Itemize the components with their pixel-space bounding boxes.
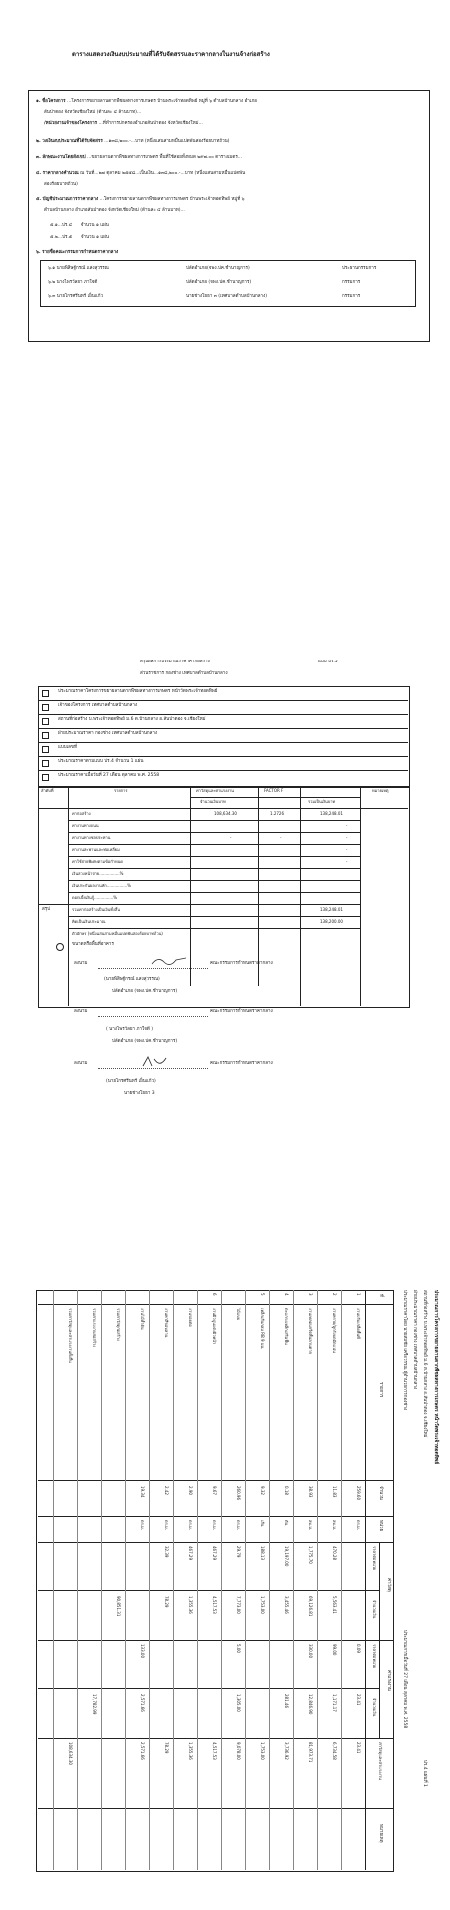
bq-cell-item: งานเทคอนกรีตพื้นลานตาก (308, 1308, 313, 1354)
bq-cell-lt: 1,305.00 (236, 1694, 241, 1712)
bq-cell-sum: 78.29 (164, 1742, 169, 1754)
bq-cell-mt: 7,773.00 (236, 1596, 241, 1614)
bq-header-note: หมายเหตุ (378, 1824, 383, 1843)
bq-header-item: รายการ (378, 1382, 383, 1398)
bq-cell-lu: 5.00 (236, 1644, 241, 1653)
bq-cell-unit: ตร.ม. (212, 1520, 217, 1530)
bq-cell-item: รวมค่าวัสดุก่อสร้าง (116, 1308, 121, 1341)
col-header-amount: จำนวนเงินบาท (200, 799, 226, 804)
estimate-list-line2: ตำบลบ้านกลาง อำเภอสันป่าตอง จังหวัดเชียงใหม่ (ด้านละ ๔ ล้านบาท)... (44, 208, 185, 213)
summary-label: สรุป (42, 907, 51, 912)
summary-total-value: 138,248.01 (320, 907, 343, 912)
checkbox-7[interactable] (42, 774, 49, 781)
bq-header-labor: ค่าแรงงาน (386, 1670, 391, 1691)
bq-row-divider (317, 1290, 318, 1870)
bq-cell-no: 3 (308, 1293, 313, 1296)
col-header-no: ลำดับที่ (41, 788, 54, 793)
bq-cell-sum: 81,973.71 (308, 1742, 313, 1763)
sign-label-2: ลงนาม (74, 1009, 88, 1014)
bq-header-no: ที่ (378, 1294, 383, 1297)
estimate-meta-1: สถานที่ก่อสร้าง บ.พระเจ้าทอดทิพย์ ม.6 ต.บ้านกลาง อ.สันป่าตอง จ.เชียงใหม่ (422, 1290, 427, 1438)
estimate-meta-2: ฝ่ายประมาณราคา กองช่าง เทศบาลตำบลบ้านกลาง (412, 1290, 417, 1390)
committee-position-2: ปลัดอำเภอ (จพง.ปค.ชำนาญการ) (186, 280, 252, 285)
bq-header-labor-unit: ราคาต่อหน่วย (372, 1644, 377, 1669)
summary-form-title: สรุปผลการประมาณราคาค่าก่อสร้าง (140, 660, 210, 664)
form-pr4: ปร.4 แผ่นที่ 1 (422, 1760, 427, 1787)
bq-cell-mt: 5,563.41 (332, 1596, 337, 1614)
bq-cell-item: รวมค่าแรงงานก่อสร้าง (92, 1308, 97, 1348)
bq-cell-unit: ลบ.ม. (332, 1520, 337, 1531)
page-3-rotated-frame (20, 1290, 440, 1890)
bq-cell-mt: 1,355.36 (188, 1596, 193, 1614)
bq-cell-mu: 29.79 (236, 1546, 241, 1558)
bq-cell-lt: 17,782.99 (92, 1694, 97, 1715)
radio-building-area[interactable] (56, 943, 64, 951)
info-line-4: ฝ่ายประมาณราคา กองช่าง เทศบาลตำบลบ้านกลาง (58, 731, 158, 736)
bq-cell-lu: 133.00 (140, 1644, 145, 1658)
bq-cell-item: งานรอยต่อ (188, 1308, 193, 1327)
summary-total-label: รวมค่าก่อสร้างเป็นเงินทั้งสิ้น (72, 907, 121, 912)
rounded-total-value: 138,200.00 (320, 919, 343, 924)
checkbox-3[interactable] (42, 718, 49, 725)
owner-agency: /หน่วยงานเจ้าของโครงการ ...ที่ทำการปกครองอำเภอสันป่าตอง จังหวัดเชียงใหม่... (44, 121, 203, 126)
checkbox-6[interactable] (42, 760, 49, 767)
bq-cell-qty: 0.18 (284, 1486, 289, 1495)
page-1-title: ตารางแสดงวงเงินงบประมาณที่ได้รับจัดสรรและราคากลางในงานจ้างก่อสร้าง (72, 51, 270, 58)
bq-row-divider (245, 1290, 246, 1870)
signature-3 (140, 1054, 170, 1070)
sign-label-1: ลงนาม (74, 961, 88, 966)
sign-label-3: ลงนาม (74, 1061, 88, 1066)
form-code-pr5: แบบ ปร.5 (318, 660, 338, 664)
bq-cell-mt: 1,753.00 (260, 1596, 265, 1614)
bq-cell-mt: 69,126.81 (308, 1596, 313, 1617)
bq-cell-no: 4 (284, 1293, 289, 1296)
cost-row-7: เงินประกันผลงานหัก................% (72, 883, 131, 888)
bq-cell-item: งานผิวปูนแต่งผิวหน้า (212, 1308, 217, 1345)
col-header-factor: FACTOR F (264, 788, 284, 793)
checkbox-4[interactable] (42, 732, 49, 739)
info-line-3: สถานที่ก่อสร้าง บ.พระเจ้าทอดทิพย์ ม.6 ต.บ้านกลาง อ.สันป่าตอง จ.เชียงใหม่ (58, 717, 206, 722)
attachment-pr5: ๕.๒...ปร.๕ จำนวน ๑ แผ่น (50, 235, 109, 240)
info-line-1: ประมาณราคาโครงการขยายลานตากพืชผลทางการเกษตร หน้าวัดพระเจ้าทอดทิพย์ (58, 689, 218, 694)
sign-pos-3: นายช่างโยธา 3 (124, 1091, 155, 1096)
bq-cell-no: 5 (260, 1293, 265, 1296)
bq-cell-sum: 6,734.58 (332, 1742, 337, 1760)
bq-row-divider (149, 1290, 150, 1870)
bq-cell-lu: 99.00 (332, 1644, 337, 1656)
bq-cell-unit: ลบ.ม. (308, 1520, 313, 1531)
bq-cell-item: งานปรับเกลี่ยพื้นที่ (356, 1308, 361, 1339)
bq-cell-sum: 23.41 (356, 1742, 361, 1754)
bq-cell-no: 2 (332, 1293, 337, 1296)
sign-name-3: (นายไกรศรีนทร์ เย็นแก้ว) (106, 1079, 156, 1084)
estimate-meta-3: ประมาณราคาโดย นายสมชัย เครือวรรณ ผู้อำนวยการกองช่าง (402, 1290, 407, 1411)
bq-cell-mt: 4,517.53 (212, 1596, 217, 1614)
bq-row-divider (269, 1290, 270, 1870)
agency-line: ส่วนราชการ กองช่าง เทศบาลตำบลบ้านกลาง (140, 671, 228, 676)
bq-cell-mu: 470.28 (332, 1546, 337, 1560)
bq-cell-qty: 259.60 (356, 1486, 361, 1500)
page-1 (0, 0, 450, 370)
bq-cell-unit: ตร.ม. (236, 1520, 241, 1530)
bq-cell-lt: 2,571.66 (140, 1694, 145, 1712)
bq-row-divider (341, 1290, 342, 1870)
info-line-5: แบบเลขที่ (58, 745, 77, 750)
project-name-label: ๑. ชื่อโครงการ ...โครงการขยายลานตากพืชผลทางการเกษตร บ้านพระเจ้าทอดทิพย์ หมู่ที่ ๖ ตำบลบ้านกลาง อำเภอ (36, 99, 257, 104)
sign-name-1: (นายพิสิษฐ์กรณ์ แสงสุวรรณ) (104, 977, 160, 982)
bq-row-divider (197, 1290, 198, 1870)
bq-cell-sum: 3,736.92 (284, 1742, 289, 1760)
bq-row-divider (53, 1290, 54, 1870)
bq-cell-sum: 1,355.36 (188, 1742, 193, 1760)
info-line-2: เจ้าของโครงการ เทศบาลตำบลบ้านกลาง (58, 703, 138, 708)
bq-cell-no: 1 (356, 1293, 361, 1296)
committee-role-2: กรรมการ (342, 280, 361, 285)
bq-cell-qty: 2.90 (188, 1486, 193, 1495)
committee-member-1: ๖.๑ นายพิสิษฐ์กรณ์ แสงสุวรรณ (48, 266, 109, 271)
bq-cell-lu: 0.09 (356, 1644, 361, 1653)
sign-role-1: คณะกรรมการกำหนดราคากลาง (210, 961, 273, 966)
committee-position-3: นายช่างโยธา ๓ (เทศบาลตำบลบ้านกลาง) (186, 294, 268, 299)
building-area-text: ขนาดหรือพื้นที่อาคาร (72, 942, 114, 947)
bq-header-material-total: จำนวนเงิน (372, 1600, 377, 1619)
estimate-title: ประมาณการโครงการขยายลานตากพืชผลทางการเกษตร หน้าวัดพระเจ้าทอดทิพย์ (433, 1290, 439, 1465)
bq-row-divider (125, 1290, 126, 1870)
bq-cell-lu: 330.00 (308, 1644, 313, 1658)
bq-cell-sum: 2,571.66 (140, 1742, 145, 1760)
cost-row-8: ดอกเบี้ยเงินกู้...............% (72, 895, 118, 900)
committee-role-1: ประธานกรรมการ (342, 266, 377, 271)
sign-pos-2: ปลัดอำเภอ (จพง.ปค.ชำนาญการ) (112, 1039, 178, 1044)
bq-cell-qty: 38.93 (308, 1486, 313, 1498)
bq-cell-unit: เส้น (260, 1520, 265, 1527)
bq-cell-unit: ตัน (284, 1520, 289, 1526)
bq-header-unit: หน่วย (378, 1520, 383, 1532)
bq-cell-qty: 9.67 (212, 1486, 217, 1495)
page-3 (0, 1290, 450, 1910)
bq-cell-mu: 467.29 (188, 1546, 193, 1560)
bq-cell-item: รวมค่าวัสดุและค่าแรงงานทั้งสิ้น (68, 1308, 73, 1363)
col-header-remark: หมายเหตุ (372, 788, 389, 793)
sign-name-2: ( นางไพรวัลยา ภาใจดี ) (106, 1027, 153, 1032)
cost-row-6: เงินล่วงหน้าจ่าย................% (72, 871, 124, 876)
bq-cell-mt: 3,455.46 (284, 1596, 289, 1614)
signature-1 (150, 954, 190, 968)
bq-cell-lt: 281.46 (284, 1694, 289, 1708)
bq-cell-unit: ตร.ม. (356, 1520, 361, 1530)
checkbox-2[interactable] (42, 704, 49, 711)
bq-cell-mt: 90,851.31 (116, 1596, 121, 1617)
col-header-item: รายการ (114, 788, 128, 793)
bq-cell-item: งานทราย/ลูกรังบดอัดแน่น (332, 1308, 337, 1353)
estimate-list-line: ๕. บัญชีประมาณการราคากลาง ...โครงการขยายลานตากพืชผลทางการเกษตร บ้านพระเจ้าทอดทิพย์ หมู่ที่ ๖ (36, 197, 245, 202)
work-description: ๓. ลักษณะงานโดยสังเขป ...ขยายลานตากพืชผลทางการเกษตร พื้นที่ใช้สอยทั้งหมด ๒๙๗.๐๐ ตารางเมตร... (36, 155, 243, 160)
bq-cell-unit: ตร.ม. (140, 1520, 145, 1530)
median-price-line2: สองร้อยบาทถ้วน) (44, 182, 78, 187)
info-line-6: ประมาณราคาตามแบบ ปร.4 จำนวน 1 แผ่น (58, 759, 144, 764)
info-line-7: ประมาณราคาเมื่อวันที่ 27 เดือน ตุลาคม พ.ศ. 2558 (58, 773, 160, 778)
bq-header-material: ค่าวัสดุ (386, 1578, 391, 1592)
bq-cell-lt: 1,171.17 (332, 1694, 337, 1712)
bq-cell-unit: ตร.ม. (188, 1520, 193, 1530)
bq-row-divider (173, 1290, 174, 1870)
bq-header-qty: จำนวน (378, 1486, 383, 1500)
committee-member-3: ๖.๓ นายไกรศรีนทร์ เย็นแก้ว (48, 294, 104, 299)
bq-row-divider (221, 1290, 222, 1870)
committee-position-1: ปลัดอำเภอ(จพง.ปค.ชำนาญการ) (186, 266, 250, 271)
bq-cell-qty: 9.32 (260, 1486, 265, 1495)
bq-cell-mu: 1,775.70 (308, 1546, 313, 1564)
sign-pos-1: ปลัดอำเภอ (จพง.ปค.ชำนาญการ) (112, 989, 178, 994)
bq-header-labor-total: จำนวนเงิน (372, 1698, 377, 1717)
bq-cell-sum: 9,078.00 (236, 1742, 241, 1760)
bq-cell-qty: 2.42 (164, 1486, 169, 1495)
bq-row-divider (293, 1290, 294, 1870)
bq-header-material-unit: ราคาต่อหน่วย (372, 1546, 377, 1571)
bq-cell-qty: 260.96 (236, 1486, 241, 1500)
project-name-line2: สันป่าตอง จังหวัดเชียงใหม่ (ด้านละ ๔ ล้านบาท)... (44, 110, 142, 115)
sign-role-3: คณะกรรมการกำหนดราคากลาง (210, 1061, 273, 1066)
median-price-line: ๔. ราคากลางคำนวณ ณ วันที่...๒๗ ตุลาคม ๒๕๕๘...เป็นเงิน...๑๓๘,๒๐๐.-...บาท (หนึ่งแสนสามหมื่นแปดพัน (36, 171, 246, 176)
bq-cell-item: ไม้แบบ (236, 1308, 241, 1321)
bq-cell-mt: 78.29 (164, 1596, 169, 1608)
bq-cell-lt: 23.41 (356, 1694, 361, 1706)
bq-cell-unit: ตร.ม. (164, 1520, 169, 1530)
bq-cell-item: ตะแกรงเหล็กเสริมพื้น (284, 1308, 289, 1345)
bq-cell-mu: 32.39 (164, 1546, 169, 1558)
bq-header-sum: ค่าวัสดุและค่าแรงงาน (378, 1742, 383, 1780)
bq-cell-lt: 12,846.90 (308, 1694, 313, 1715)
col-header-total: รวมเป็นเงินบาท (308, 799, 336, 804)
bq-cell-mu: 467.29 (212, 1546, 217, 1560)
bq-cell-item: งานไม้ค้ำยัน (140, 1308, 145, 1330)
bq-cell-sum: 4,517.53 (212, 1742, 217, 1760)
committee-role-3: กรรมการ (342, 294, 361, 299)
bq-cell-sum: 1,753.00 (260, 1742, 265, 1760)
attachment-pr4: ๕.๑...ปร.๔ จำนวน ๑ แผ่น (50, 223, 109, 228)
committee-member-2: ๖.๒ นางไพรวัลยา ภาใจดี (48, 280, 98, 285)
bq-cell-item: งานทาสีขอบลาน (164, 1308, 169, 1338)
bq-cell-qty: 11.83 (332, 1486, 337, 1498)
bq-cell-qty: 19.34 (140, 1486, 145, 1498)
bq-row-divider (77, 1290, 78, 1870)
sign-role-2: คณะกรรมการกำหนดราคากลาง (210, 1009, 273, 1014)
committee-heading: ๖. รายชื่อคณะกรรมการกำหนดราคากลาง (36, 250, 119, 255)
estimate-date: ประมาณการเมื่อวันที่ 27 เดือน ตุลาคม พ.ศ. 2558 (402, 1630, 407, 1729)
checkbox-5[interactable] (42, 746, 49, 753)
bq-cell-sum: 108,634.30 (68, 1742, 73, 1765)
col-header-material-labor: ค่าวัสดุและค่าแรงงาน (196, 788, 234, 793)
rounded-total-label: คิดเป็นเงินประมาณ (72, 919, 106, 924)
bq-cell-no: 6 (212, 1293, 217, 1296)
page-2: สรุปผลการประมาณราคาค่าก่อสร้าง แบบ ปร.5 ส่วนราชการ กองช่าง เทศบาลตำบลบ้านกลาง ประมาณราคาโครงการขยายลานตากพืชผลทางการเกษตร หน้าวัดพระเจ้าทอดทิพย์ เจ้าของโครงการ เทศบาลตำบลบ้านกลาง สถานที่ก่อสร้าง บ.พระเจ้าทอดทิพย์ ม.6 ต.บ้านกลาง อ.สันป่าตอง จ.เชียงใหม่ ฝ่ายประมาณราคา กองช่าง เทศบาลตำบลบ้านกลาง แบบเลขที่ ประมาณราคาตามแบบ ปร.4 จำนวน 1 แผ่น ประมาณราคาเมื่อวันที่ 27 เดือน ตุลาคม พ.ศ. 2558 ลำดับที่ รายการ ค่าวัสดุและค่าแรงงาน จำนวนเงินบาท FACTOR F รวมเป็นเงินบาท หมายเหตุ ค่าก่อสร้าง 108,634.30 1.2726 138,248.01 ค่างานทางถนน - ค่างานทางชลประทาน - - - ค่างานสะพานและท่อเหลี่ยม - ค่าใช้จ่ายพิเศษตามข้อกำหนด - เงินล่วงหน้าจ่าย................% เงินประกันผลงานหัก................% ดอกเบี้ยเงินกู้...............% สรุป รวมค่าก่อสร้างเป็นเงินทั้งสิ้น 138,248.01 คิดเป็นเงินประมาณ 138,200.00 ตัวอักษร (หนึ่งแสนสามหมื่นแปดพันสองร้อยบาทถ้วน) ขนาดหรือพื้นที่อาคาร ลงนาม คณะกรรมการกำหนดราคากลาง (นายพิสิษฐ์กรณ์ แสงสุวรรณ) ปลัดอำเภอ (จพง.ปค.ชำนาญการ) ลงนาม คณะกรรมการกำหนดราคากลาง ( นางไพรวัลยา ภาใจดี ) ปลัดอำเภอ (จพง.ปค.ชำนาญการ) ลงนาม คณะกรรมการกำหนดราคากลาง (นายไกรศรีนทร์ เย็นแก้ว) นายช่างโยธา 3 (0, 660, 450, 1160)
bq-cell-item: เหล็กเส้นกลม RB 9 มม. (260, 1308, 265, 1350)
bq-cell-mu: 19,197.00 (284, 1546, 289, 1567)
checkbox-1[interactable] (42, 690, 49, 697)
amount-in-words: ตัวอักษร (หนึ่งแสนสามหมื่นแปดพันสองร้อยบาทถ้วน) (72, 931, 163, 936)
budget-line: ๒. วงเงินงบประมาณที่ได้รับจัดสรร ...๑๓๘,๒๐๐.-...บาท (หนึ่งแสนสามหมื่นแปดพันสองร้อยบาทถ้วน) (36, 139, 230, 144)
bq-row-divider (101, 1290, 102, 1870)
bq-cell-mu: 188.13 (260, 1546, 265, 1560)
